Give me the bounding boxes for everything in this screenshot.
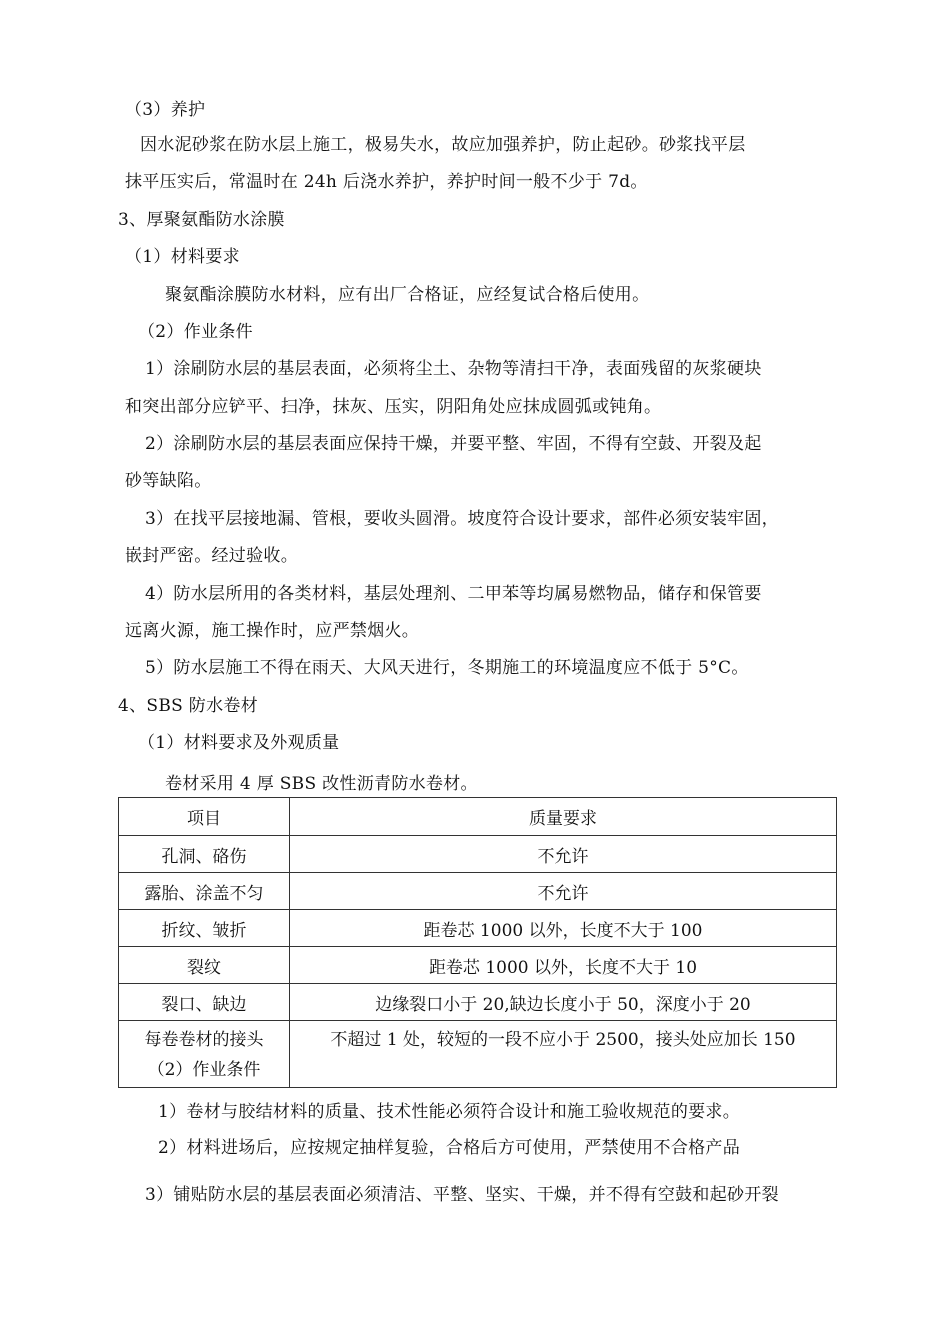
paragraph-line: 卷材采用 4 厚 SBS 改性沥青防水卷材。 bbox=[165, 774, 478, 794]
table-cell-requirement: 距卷芯 1000 以外，长度不大于 10 bbox=[290, 947, 837, 984]
list-item: 3）在找平层接地漏、管根，要收头圆滑。坡度符合设计要求，部件必须安装牢固， bbox=[145, 509, 779, 529]
table-cell-item: 孔洞、硌伤 bbox=[119, 836, 290, 873]
subheading-appearance-quality: （1）材料要求及外观质量 bbox=[138, 733, 340, 753]
list-item: 2）涂刷防水层的基层表面应保持干燥，并要平整、牢固，不得有空鼓、开裂及起 bbox=[145, 434, 762, 454]
list-item: 1）涂刷防水层的基层表面，必须将尘土、杂物等清扫干净，表面残留的灰浆硬块 bbox=[145, 359, 762, 379]
table-cell-requirement: 不允许 bbox=[290, 873, 837, 910]
table-header-requirement: 质量要求 bbox=[290, 798, 837, 836]
table-cell-item bbox=[119, 1021, 290, 1088]
list-item: 1）卷材与胶结材料的质量、技术性能必须符合设计和施工验收规范的要求。 bbox=[158, 1102, 741, 1122]
subheading-material-req: （1）材料要求 bbox=[125, 247, 240, 267]
table-header-item: 项目 bbox=[119, 798, 290, 836]
paragraph-line: 抹平压实后，常温时在 24h 后浇水养护，养护时间一般不少于 7d。 bbox=[125, 172, 648, 192]
table-cell-requirement: 边缘裂口小于 20,缺边长度小于 50，深度小于 20 bbox=[290, 984, 837, 1021]
table-cell-requirement: 距卷芯 1000 以外，长度不大于 100 bbox=[290, 910, 837, 947]
paragraph-line: 和突出部分应铲平、扫净，抹灰、压实，阴阳角处应抹成圆弧或钝角。 bbox=[125, 397, 662, 417]
table-row bbox=[119, 947, 837, 984]
table-cell-item: 裂口、缺边 bbox=[119, 984, 290, 1021]
section-heading-curing: （3）养护 bbox=[125, 100, 206, 120]
table-row bbox=[119, 984, 837, 1021]
table-header-row bbox=[119, 798, 837, 836]
list-item: 3）铺贴防水层的基层表面必须清洁、平整、坚实、干燥，并不得有空鼓和起砂开裂 bbox=[145, 1185, 779, 1205]
table-cell-item-text: 每卷卷材的接头 bbox=[144, 1030, 264, 1050]
table-cell-item: 露胎、涂盖不匀 bbox=[119, 873, 290, 910]
section-heading-sbs: 4、SBS 防水卷材 bbox=[118, 696, 259, 716]
paragraph-line: 远离火源，施工操作时，应严禁烟火。 bbox=[125, 621, 420, 641]
paragraph-line: 聚氨酯涂膜防水材料，应有出厂合格证，应经复试合格后使用。 bbox=[165, 285, 650, 305]
list-item: 5）防水层施工不得在雨天、大风天进行，冬期施工的环境温度应不低于 5°C。 bbox=[145, 658, 749, 678]
list-item: 4）防水层所用的各类材料，基层处理剂、二甲苯等均属易燃物品，储存和保管要 bbox=[145, 584, 762, 604]
table-row bbox=[119, 910, 837, 947]
table-cell-item: 裂纹 bbox=[119, 947, 290, 984]
paragraph-line: 嵌封严密。经过验收。 bbox=[125, 546, 298, 566]
paragraph-line: 因水泥砂浆在防水层上施工，极易失水，故应加强养护，防止起砂。砂浆找平层 bbox=[140, 135, 746, 155]
table-cell-item-extra: （2）作业条件 bbox=[147, 1060, 261, 1080]
table-row bbox=[119, 1021, 837, 1088]
table-row bbox=[119, 873, 837, 910]
table-cell-requirement: 不超过 1 处，较短的一段不应小于 2500，接头处应加长 150 bbox=[290, 1021, 837, 1088]
subheading-work-conditions: （2）作业条件 bbox=[138, 322, 253, 342]
table-cell-item: 折纹、皱折 bbox=[119, 910, 290, 947]
table-cell-requirement: 不允许 bbox=[290, 836, 837, 873]
paragraph-line: 砂等缺陷。 bbox=[125, 471, 212, 491]
section-heading-polyurethane: 3、厚聚氨酯防水涂膜 bbox=[118, 210, 285, 230]
quality-requirements-table bbox=[118, 797, 837, 1088]
list-item: 2）材料进场后，应按规定抽样复验，合格后方可使用，严禁使用不合格产品 bbox=[158, 1138, 741, 1158]
table-row bbox=[119, 836, 837, 873]
